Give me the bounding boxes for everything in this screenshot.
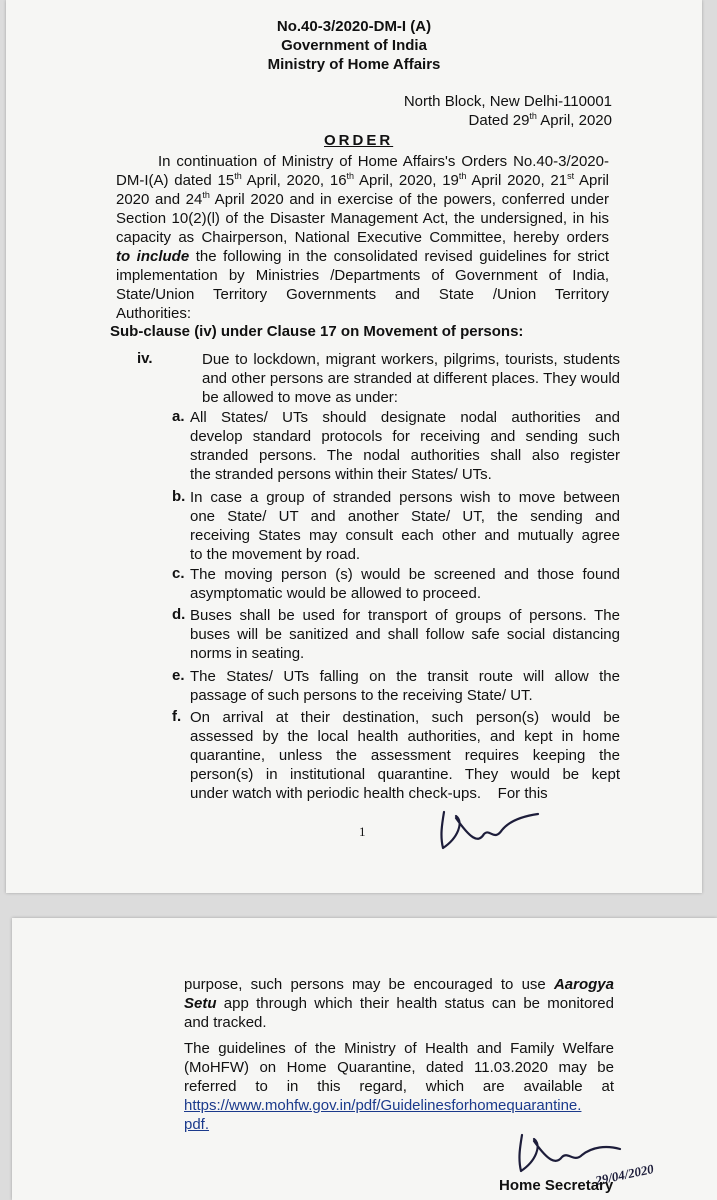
item-e-label: e.	[172, 667, 185, 684]
signature-date: 29/04/2020	[593, 1161, 656, 1189]
document-page-1	[6, 0, 702, 893]
page-number: 1	[359, 824, 366, 839]
intro-paragraph: In continuation of Ministry of Home Affairs's Orders No.40-3/2020- DM-I(A) dated 15th April, 2020, 16th April, 2020, 19th April 2020, 21st April 2020 and 24th April 2020 and in exercise of the powers, conferred under Section 10(2)(l) of the Disaster Management Act, the undersigned, in his capacity as Chairperson, National Executive Committee, hereby orders to include the following in the consolidated revised guidelines for strict implementation by Ministries /Departments of Government of India, State/Union Territory Governments and State /Union Territory Authorities:	[116, 153, 610, 322]
address-block	[404, 92, 612, 130]
item-d-text: Buses shall be used for transport of groups of persons. The buses will be sanitized and shall follow safe social distancing norms in seating.	[190, 607, 620, 662]
aarogya-paragraph: purpose, such persons may be encouraged to use Aarogya Setu app through which their health status can be monitored and tracked.	[184, 976, 614, 1031]
signatory-title: Home Secretary	[499, 1177, 614, 1194]
item-f-label: f.	[172, 708, 182, 725]
item-a-label: a.	[172, 408, 185, 425]
ministry-name: Ministry of Home Affairs	[267, 56, 441, 73]
address-location: North Block, New Delhi-110001	[403, 93, 612, 110]
guidelines-link-continued[interactable]: pdf.	[184, 1116, 210, 1133]
government-name: Government of India	[281, 37, 427, 54]
signature-initials	[434, 808, 544, 858]
item-d-label: d.	[172, 606, 186, 623]
guidelines-link[interactable]: https://www.mohfw.gov.in/pdf/Guidelinesforhomequarantine.	[184, 1097, 582, 1114]
item-b-text: In case a group of stranded persons wish to move between one State/ UT and another State/ UT, the sending and receiving States may consult each other and mutually agree to the movement by road.	[190, 489, 620, 563]
item-a-text: All States/ UTs should designate nodal authorities and develop standard protocols for receiving and sending such stranded persons. The nodal authorities shall also register the stranded persons within their States/ UTs.	[190, 409, 620, 483]
document-page-2	[12, 918, 717, 1200]
reference-number: No.40-3/2020-DM-I (A)	[276, 18, 432, 35]
order-date: Dated 29th April, 2020	[468, 111, 612, 129]
item-f-text: On arrival at their destination, such person(s) would be assessed by the local health authorities, and kept in home quarantine, unless the assessment requires keeping the person(s) in institutional quarantine. They would be kept under watch with periodic health check-ups. For this	[190, 709, 620, 802]
item-iv-text: Due to lockdown, migrant workers, pilgrims, tourists, students and other persons are stranded at different places. They would be allowed to move as under:	[202, 351, 620, 406]
item-b-label: b.	[172, 488, 186, 505]
item-c-label: c.	[172, 565, 185, 582]
order-title: ORDER	[324, 132, 394, 149]
item-iv-label: iv.	[137, 350, 153, 367]
item-c-text: The moving person (s) would be screened and those found asymptomatic would be allowed to proceed.	[190, 566, 620, 602]
item-e-text: The States/ UTs falling on the transit route will allow the passage of such persons to the receiving State/ UT.	[190, 668, 620, 704]
subclause-heading: Sub-clause (iv) under Clause 17 on Movement of persons:	[110, 323, 524, 340]
mohfw-paragraph: The guidelines of the Ministry of Health and Family Welfare (MoHFW) on Home Quarantine, dated 11.03.2020 may be referred to in this regard, which are available at https://www.mohfw.gov.in/pdf/Guidelinesforhomequarantine. pdf.	[184, 1040, 614, 1133]
